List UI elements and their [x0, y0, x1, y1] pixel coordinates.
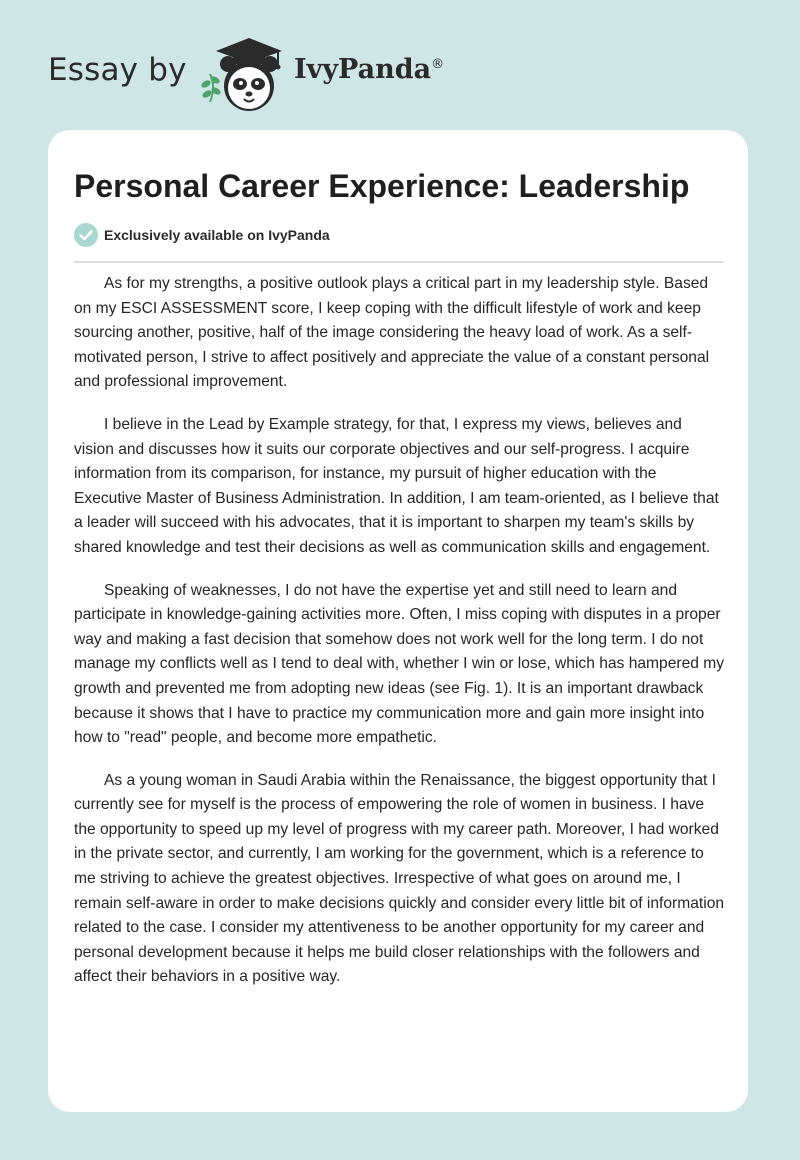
site-header: [0, 0, 800, 130]
exclusive-badge-label: Exclusively available on IvyPanda: [104, 227, 330, 243]
trademark-symbol: ®: [431, 57, 445, 72]
page-title: Personal Career Experience: Leadership: [74, 168, 690, 204]
essay-card: [48, 130, 748, 1112]
brand-name-text: IvyPanda: [294, 54, 432, 85]
paragraph: As for my strengths, a positive outlook plays a critical part in my leadership style. Based on my ESCI ASSESSMENT score, I keep coping with the difficult lifestyle of work and keep sourcing another, positive, half of the image considering the heavy load of work. As a self-motivated person, I strive to affect positively and appreciate the value of a constant personal and professional improvement.: [74, 275, 710, 391]
brand-prefix: Essay by: [48, 52, 187, 88]
paragraph: I believe in the Lead by Example strategy, for that, I express my views, believes and vision and discusses how it suits our corporate objectives and our self-progress. I acquire information from its comparison, for instance, my pursuit of higher education with the Executive Master of Business Administration. In addition, I am team-oriented, as I believe that a leader will succeed with his advocates, that it is important to sharpen my team's skills by shared knowledge and test their decisions as well as communication skills and engagement.: [74, 415, 719, 556]
divider: [74, 261, 724, 263]
exclusive-badge: [74, 222, 330, 248]
check-circle-icon: [74, 223, 98, 247]
paragraph: Speaking of weaknesses, I do not have the expertise yet and still need to learn and participate in knowledge-gaining activities more. Often, I miss coping with disputes in a proper way and making a fast decision that somehow does not work well for the long term. I do not manage my conflicts well as I tend to deal with, whether I win or lose, which has hampered my growth and prevented me from adopting new ideas (see Fig. 1). It is an important drawback because it shows that I have to practice my communication more and gain more insight into how to "read" people, and become more empathetic.: [74, 581, 725, 747]
panda-graduate-icon[interactable]: [200, 34, 292, 114]
brand-name[interactable]: [294, 54, 444, 85]
paragraph: As a young woman in Saudi Arabia within the Renaissance, the biggest opportunity that I currently see for myself is the process of empowering the role of women in business. I have the opportunity to speed up my level of progress with my career path. Moreover, I had worked in the private sector, and currently, I am working for the government, which is a reference to me striving to achieve the greatest objectives. Irrespective of what goes on around me, I remain self-aware in order to make decisions quickly and consider every little bit of information related to the case. I consider my attentiveness to be another opportunity for my career and personal development because it helps me build closer relationships with the followers and affect their behaviors in a positive way.: [74, 771, 725, 986]
essay-body: [74, 272, 726, 1008]
